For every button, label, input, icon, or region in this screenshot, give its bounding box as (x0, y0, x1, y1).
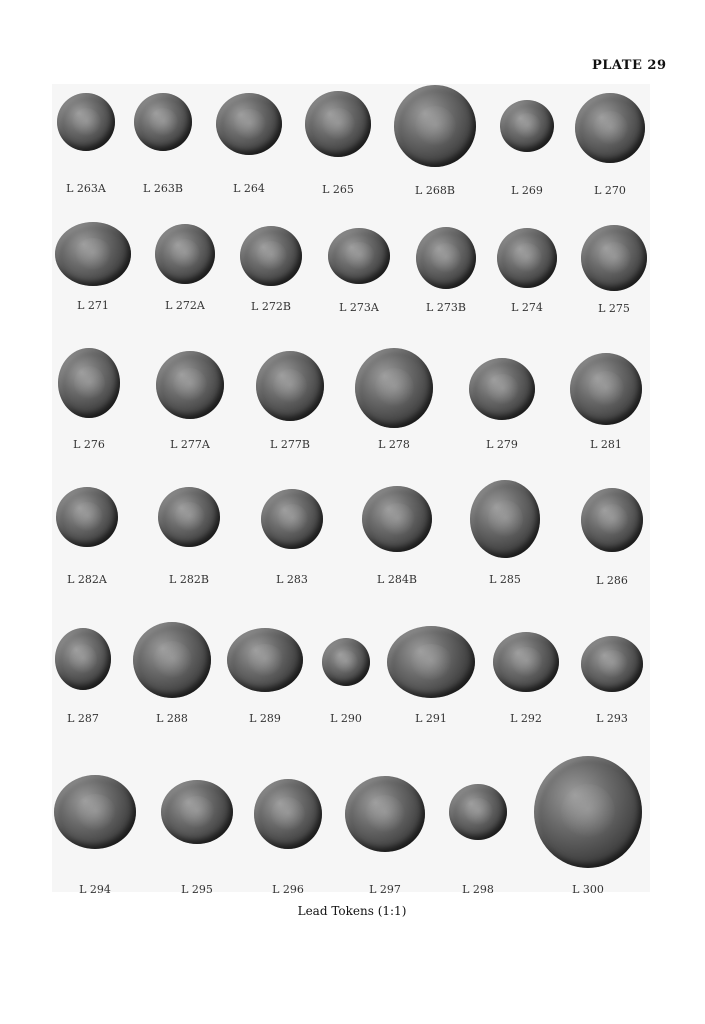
token-label: L 297 (369, 883, 401, 896)
plate-title: PLATE 29 (592, 58, 667, 73)
lead-token-image (345, 776, 425, 852)
lead-token-image (581, 225, 647, 291)
lead-token-image (240, 226, 302, 286)
token-label: L 290 (330, 712, 362, 725)
plate-caption: Lead Tokens (1:1) (297, 904, 407, 918)
token-label: L 275 (598, 302, 630, 315)
token-label: L 300 (572, 883, 604, 896)
token-label: L 272A (165, 299, 205, 312)
lead-token-image (216, 93, 282, 155)
lead-token-image (470, 480, 540, 558)
lead-token-image (362, 486, 432, 552)
lead-token-image (261, 489, 323, 549)
lead-token-image (54, 775, 136, 849)
lead-token-image (570, 353, 642, 425)
lead-token-image (158, 487, 220, 547)
token-label: L 263B (143, 182, 183, 195)
token-label: L 288 (156, 712, 188, 725)
lead-token-image (156, 351, 224, 419)
token-label: L 285 (489, 573, 521, 586)
lead-token-image (227, 628, 303, 692)
lead-token-image (581, 636, 643, 692)
lead-token-image (493, 632, 559, 692)
token-label: L 295 (181, 883, 213, 896)
token-label: L 277B (270, 438, 310, 451)
token-label: L 294 (79, 883, 111, 896)
lead-token-image (328, 228, 390, 284)
token-label: L 293 (596, 712, 628, 725)
lead-token-image (55, 222, 131, 286)
token-label: L 283 (276, 573, 308, 586)
token-label: L 277A (170, 438, 210, 451)
lead-token-image (57, 93, 115, 151)
lead-token-image (355, 348, 433, 428)
lead-token-image (133, 622, 211, 698)
token-label: L 265 (322, 183, 354, 196)
lead-token-image (394, 85, 476, 167)
token-label: L 284B (377, 573, 417, 586)
lead-token-image (575, 93, 645, 163)
token-label: L 273A (339, 301, 379, 314)
lead-token-image (387, 626, 475, 698)
lead-token-image (161, 780, 233, 844)
token-label: L 292 (510, 712, 542, 725)
token-label: L 274 (511, 301, 543, 314)
token-label: L 276 (73, 438, 105, 451)
token-label: L 286 (596, 574, 628, 587)
token-label: L 291 (415, 712, 447, 725)
token-label: L 282A (67, 573, 107, 586)
lead-token-image (256, 351, 324, 421)
token-label: L 270 (594, 184, 626, 197)
lead-token-image (581, 488, 643, 552)
lead-token-image (322, 638, 370, 686)
token-label: L 298 (462, 883, 494, 896)
token-label: L 296 (272, 883, 304, 896)
lead-token-image (469, 358, 535, 420)
lead-token-image (58, 348, 120, 418)
token-label: L 279 (486, 438, 518, 451)
token-label: L 268B (415, 184, 455, 197)
token-label: L 281 (590, 438, 622, 451)
token-label: L 272B (251, 300, 291, 313)
lead-token-image (56, 487, 118, 547)
lead-token-image (534, 756, 642, 868)
lead-token-image (500, 100, 554, 152)
lead-token-image (134, 93, 192, 151)
token-label: L 269 (511, 184, 543, 197)
lead-token-image (305, 91, 371, 157)
lead-token-image (497, 228, 557, 288)
token-label: L 278 (378, 438, 410, 451)
token-label: L 273B (426, 301, 466, 314)
token-label: L 264 (233, 182, 265, 195)
lead-token-image (449, 784, 507, 840)
token-label: L 263A (66, 182, 106, 195)
lead-token-image (416, 227, 476, 289)
token-label: L 289 (249, 712, 281, 725)
token-label: L 287 (67, 712, 99, 725)
lead-token-image (155, 224, 215, 284)
token-label: L 271 (77, 299, 109, 312)
token-label: L 282B (169, 573, 209, 586)
lead-token-image (55, 628, 111, 690)
lead-token-image (254, 779, 322, 849)
